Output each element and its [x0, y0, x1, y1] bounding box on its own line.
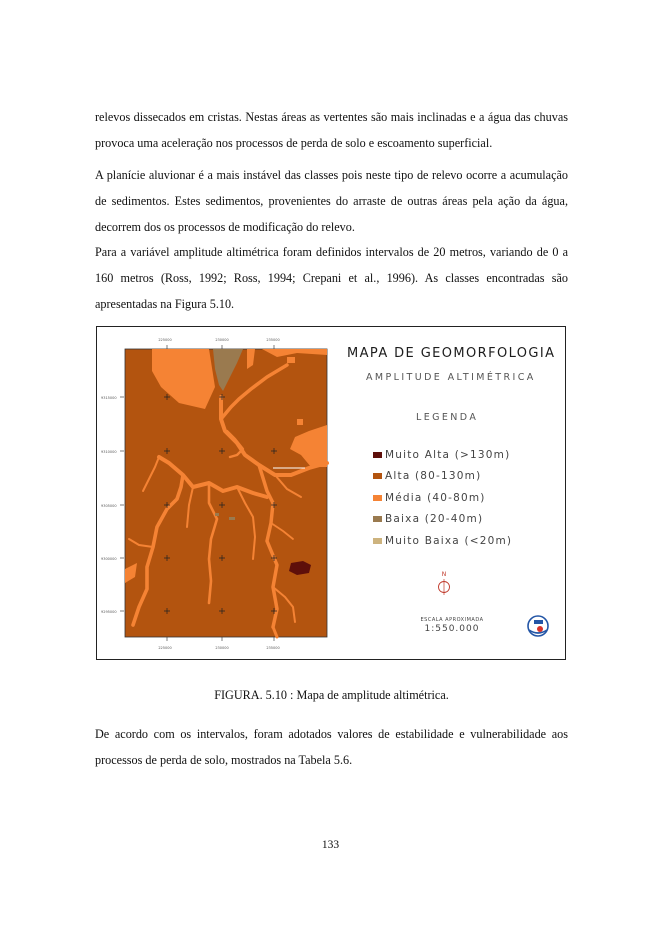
legend-label: Média (40-80m) — [385, 491, 486, 504]
map-legend — [373, 444, 512, 552]
legend-swatch — [373, 516, 382, 522]
figure-caption: FIGURA. 5.10 : Mapa de amplitude altimétrica. — [214, 688, 449, 702]
figure-map — [96, 326, 566, 660]
legend-title: LEGENDA — [416, 412, 479, 423]
legend-item-media — [373, 487, 512, 509]
coord-top-3: 235000 — [266, 338, 280, 342]
map-title: MAPA DE GEOMORFOLOGIA — [347, 346, 556, 361]
legend-swatch — [373, 495, 382, 501]
legend-item-muito-baixa — [373, 530, 512, 552]
legend-item-baixa — [373, 509, 512, 531]
coord-left-4: 9300000 — [101, 557, 117, 561]
scale-value: 1:550.000 — [424, 624, 480, 634]
legend-swatch — [373, 452, 382, 458]
scale-block — [402, 617, 502, 634]
page-number: 133 — [321, 839, 340, 851]
paragraph-tabela: De acordo com os intervalos, foram adotados valores de estabilidade e vulnerabilidade aos processos de perda de solo, mostrados na Tabela 5.6. — [95, 727, 568, 767]
coord-bottom-2: 230000 — [215, 646, 229, 650]
north-label: N — [441, 571, 447, 578]
coord-top-1: 225000 — [158, 338, 172, 342]
coord-bottom-1: 225000 — [158, 646, 172, 650]
coord-top-2: 230000 — [215, 338, 229, 342]
map-subtitle: AMPLITUDE ALTIMÉTRICA — [366, 372, 536, 383]
coord-left-1: 9315000 — [101, 396, 117, 400]
north-arrow-icon — [437, 569, 451, 597]
legend-swatch — [373, 473, 382, 479]
legend-swatch — [373, 538, 382, 544]
paragraph-amplitude: Para a variável amplitude altimétrica foram definidos intervalos de 20 metros, variando de 0 a 160 metros (Ross, 1992; Ross, 1994; Crepani et al., 1996). As classes encontradas são apresentadas na Figura 5.10. — [95, 245, 568, 311]
paragraph-planicie: A planície aluvionar é a mais instável das classes pois neste tipo de relevo ocorre a acumulação de sedimentos. Estes sedimentos, provenientes do arraste de outras áreas pela ação da água, decorrem dos os processos de modificação do relevo. — [95, 168, 568, 234]
coord-left-5: 9295000 — [101, 610, 117, 614]
coord-left-2: 9310000 — [101, 450, 117, 454]
institution-logo-icon — [524, 614, 552, 638]
paragraph-relevos: relevos dissecados em cristas. Nestas áreas as vertentes são mais inclinadas e a água das chuvas provoca uma aceleração nos processos de perda de solo e escoamento superficial. — [95, 110, 568, 150]
legend-item-muito-alta — [373, 444, 512, 466]
legend-label: Muito Baixa (<20m) — [385, 534, 513, 547]
scale-label: ESCALA APROXIMADA — [420, 617, 484, 623]
legend-item-alta — [373, 466, 512, 488]
legend-label: Muito Alta (>130m) — [385, 448, 511, 461]
legend-label: Baixa (20-40m) — [385, 513, 484, 526]
coord-left-3: 9305000 — [101, 504, 117, 508]
map-area-alta — [125, 349, 327, 637]
legend-label: Alta (80-130m) — [385, 470, 482, 483]
coord-bottom-3: 235000 — [266, 646, 280, 650]
